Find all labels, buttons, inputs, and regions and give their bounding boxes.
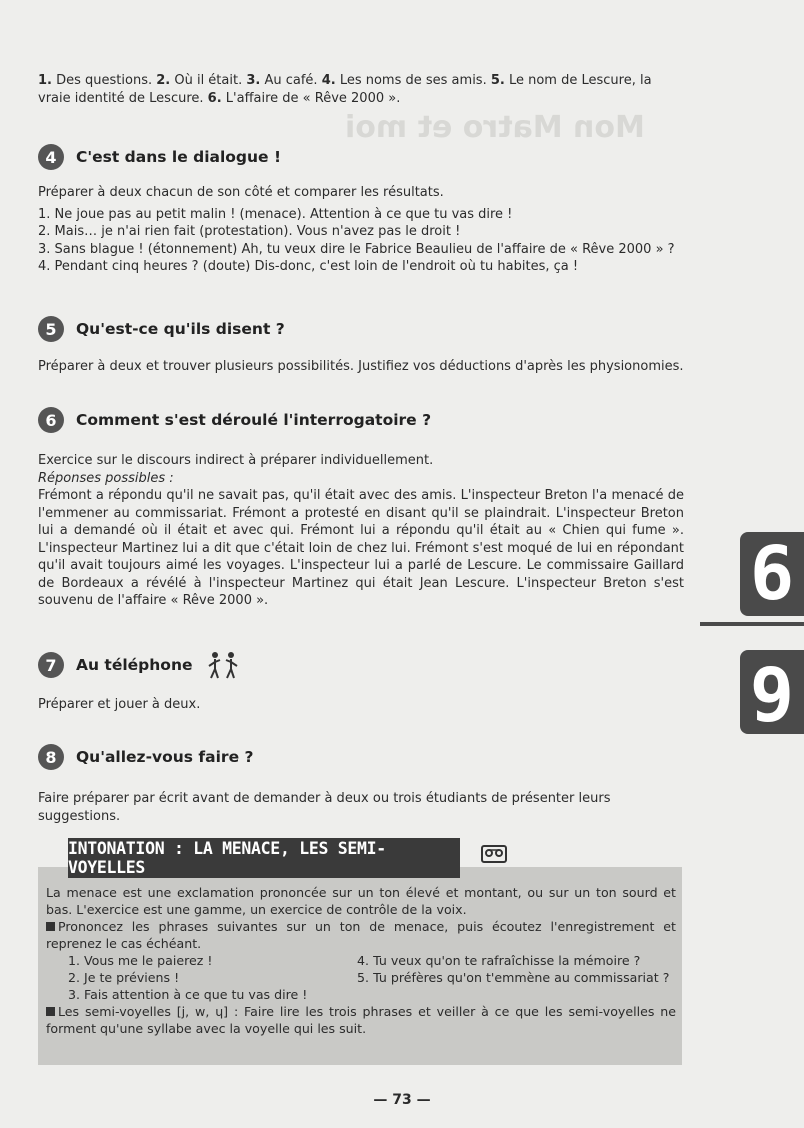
answer-number: 6.: [207, 90, 222, 106]
intonation-instruction: Prononcez les phrases suivantes sur un ton de menace, puis écoutez l'enregistrement et reprenez le cas échéant.: [46, 919, 676, 951]
phrase-column-right: [357, 952, 676, 1003]
section-text: Préparer et jouer à deux.: [38, 697, 201, 712]
dialogue-line: 3. Sans blague ! (étonnement) Ah, tu veux dire le Fabrice Beaulieu de l'affaire de « Rêve 2000 » ?: [38, 241, 675, 257]
section-4-body: [38, 184, 686, 276]
intonation-text: La menace est une exclamation prononcée sur un ton élevé et montant, ou sur un ton sourd et bas. L'exercice est une gamme, un exercice de contrôle de la voix.: [46, 885, 676, 917]
answers-label: Réponses possibles :: [38, 470, 174, 486]
section-number-badge: 7: [38, 652, 64, 678]
dialogue-line: 4. Pendant cinq heures ? (doute) Dis-donc, c'est loin de l'endroit où tu habites, ça !: [38, 259, 579, 274]
section-4-heading: [38, 142, 281, 172]
answer-text: vraie identité de Lescure.: [38, 90, 208, 106]
intonation-body: [46, 884, 676, 1037]
phrase-columns: [46, 952, 676, 1003]
square-bullet-icon: [46, 1007, 55, 1016]
answer-text: L'affaire de « Rêve 2000 ».: [221, 90, 401, 106]
page-number: — 73 —: [373, 1092, 431, 1108]
section-text: Faire préparer par écrit avant de demander à deux ou trois étudiants de présenter leurs suggestions.: [38, 791, 611, 824]
section-intro: Préparer à deux chacun de son côté et comparer les résultats.: [38, 185, 444, 200]
answer-number: 3.: [246, 73, 261, 88]
section-title: C'est dans le dialogue !: [76, 148, 282, 166]
answer-text: Où il était.: [170, 73, 247, 88]
section-intro: Exercice sur le discours indirect à préparer individuellement.: [38, 453, 434, 468]
section-number-badge: 5: [38, 316, 64, 342]
phrase-item: 1. Vous me le paierez !: [68, 953, 213, 968]
intonation-instruction: Les semi-voyelles [j, w, ɥ] : Faire lire les trois phrases et veiller à ce que les semi-voyelles ne forment qu'une syllabe avec la voyelle qui les suit.: [46, 1004, 676, 1036]
answer-number: 2.: [156, 73, 171, 88]
chapter-tab: 6: [740, 532, 804, 616]
intro-answers: [38, 72, 686, 107]
answer-text: Au café.: [260, 73, 322, 88]
answer-number: 4.: [321, 73, 336, 88]
chapter-divider: [700, 622, 804, 626]
answer-number: 1.: [38, 73, 52, 88]
phrase-item: 2. Je te préviens !: [68, 970, 180, 985]
section-title: Au téléphone: [76, 656, 193, 674]
section-number-badge: 4: [38, 144, 64, 170]
answer-text: Le nom de Lescure, la: [504, 73, 652, 88]
answers-text: Frémont a répondu qu'il ne savait pas, qu'il était avec des amis. L'inspecteur Breton l'a menacé de l'emmener au commissariat. Frémont a protesté en disant qu'il se plaindrait. L'inspecteur Breton lui a demandé où il était et avec qui. Frémont lui a répondu qu'il était au « Chien qui fume ». L'inspecteur Martinez lui a dit que c'était loin de chez lui. Frémont s'est moqué de lui en répondant qu'il avait toujours aimé les voyages. L'inspecteur lui a parlé de Lescure. Le commissaire Gaillard de Bordeaux a révélé à l'inspecteur Martinez qui était Jean Lescure. L'inspecteur Breton s'est souvenu de l'affaire « Rêve 2000 ».: [38, 488, 684, 608]
phrase-item: 4. Tu veux qu'on te rafraîchisse la mémoire ?: [357, 953, 641, 968]
answer-text: Les noms de ses amis.: [335, 73, 491, 88]
square-bullet-icon: [46, 922, 55, 931]
chapter-tab-inverted: 6: [740, 650, 804, 734]
phrase-column-left: [46, 952, 357, 1003]
section-title: Qu'allez-vous faire ?: [76, 748, 254, 766]
section-text: Préparer à deux et trouver plusieurs possibilités. Justifiez vos déductions d'après les physionomies.: [38, 359, 684, 374]
section-title: Comment s'est déroulé l'interrogatoire ?: [76, 411, 432, 429]
phrase-item: 3. Fais attention à ce que tu vas dire !: [68, 987, 308, 1002]
section-8-heading: [38, 742, 253, 772]
answer-text: Des questions.: [51, 73, 157, 88]
intonation-banner: INTONATION : LA MENACE, LES SEMI-VOYELLES: [68, 838, 460, 878]
section-title: Qu'est-ce qu'ils disent ?: [76, 320, 285, 338]
section-6-body: [38, 452, 684, 610]
bleed-through-text: Mon Matro et moi: [345, 110, 645, 145]
answer-number: 5.: [490, 73, 505, 88]
dialogue-line: 1. Ne joue pas au petit malin ! (menace). Attention à ce que tu vas dire !: [38, 206, 513, 222]
section-5-body: [38, 358, 686, 376]
cassette-icon: [481, 843, 507, 865]
phrase-item: 5. Tu préfères qu'on t'emmène au commissariat ?: [357, 970, 670, 985]
two-people-icon: [205, 650, 241, 680]
section-number-badge: 6: [38, 407, 64, 433]
section-7-heading: [38, 650, 241, 680]
section-6-heading: [38, 405, 431, 435]
dialogue-line: 2. Mais… je n'ai rien fait (protestation). Vous n'avez pas le droit !: [38, 224, 461, 239]
section-8-body: [38, 790, 686, 825]
section-5-heading: [38, 314, 285, 344]
section-number-badge: 8: [38, 744, 64, 770]
section-7-body: [38, 696, 686, 714]
